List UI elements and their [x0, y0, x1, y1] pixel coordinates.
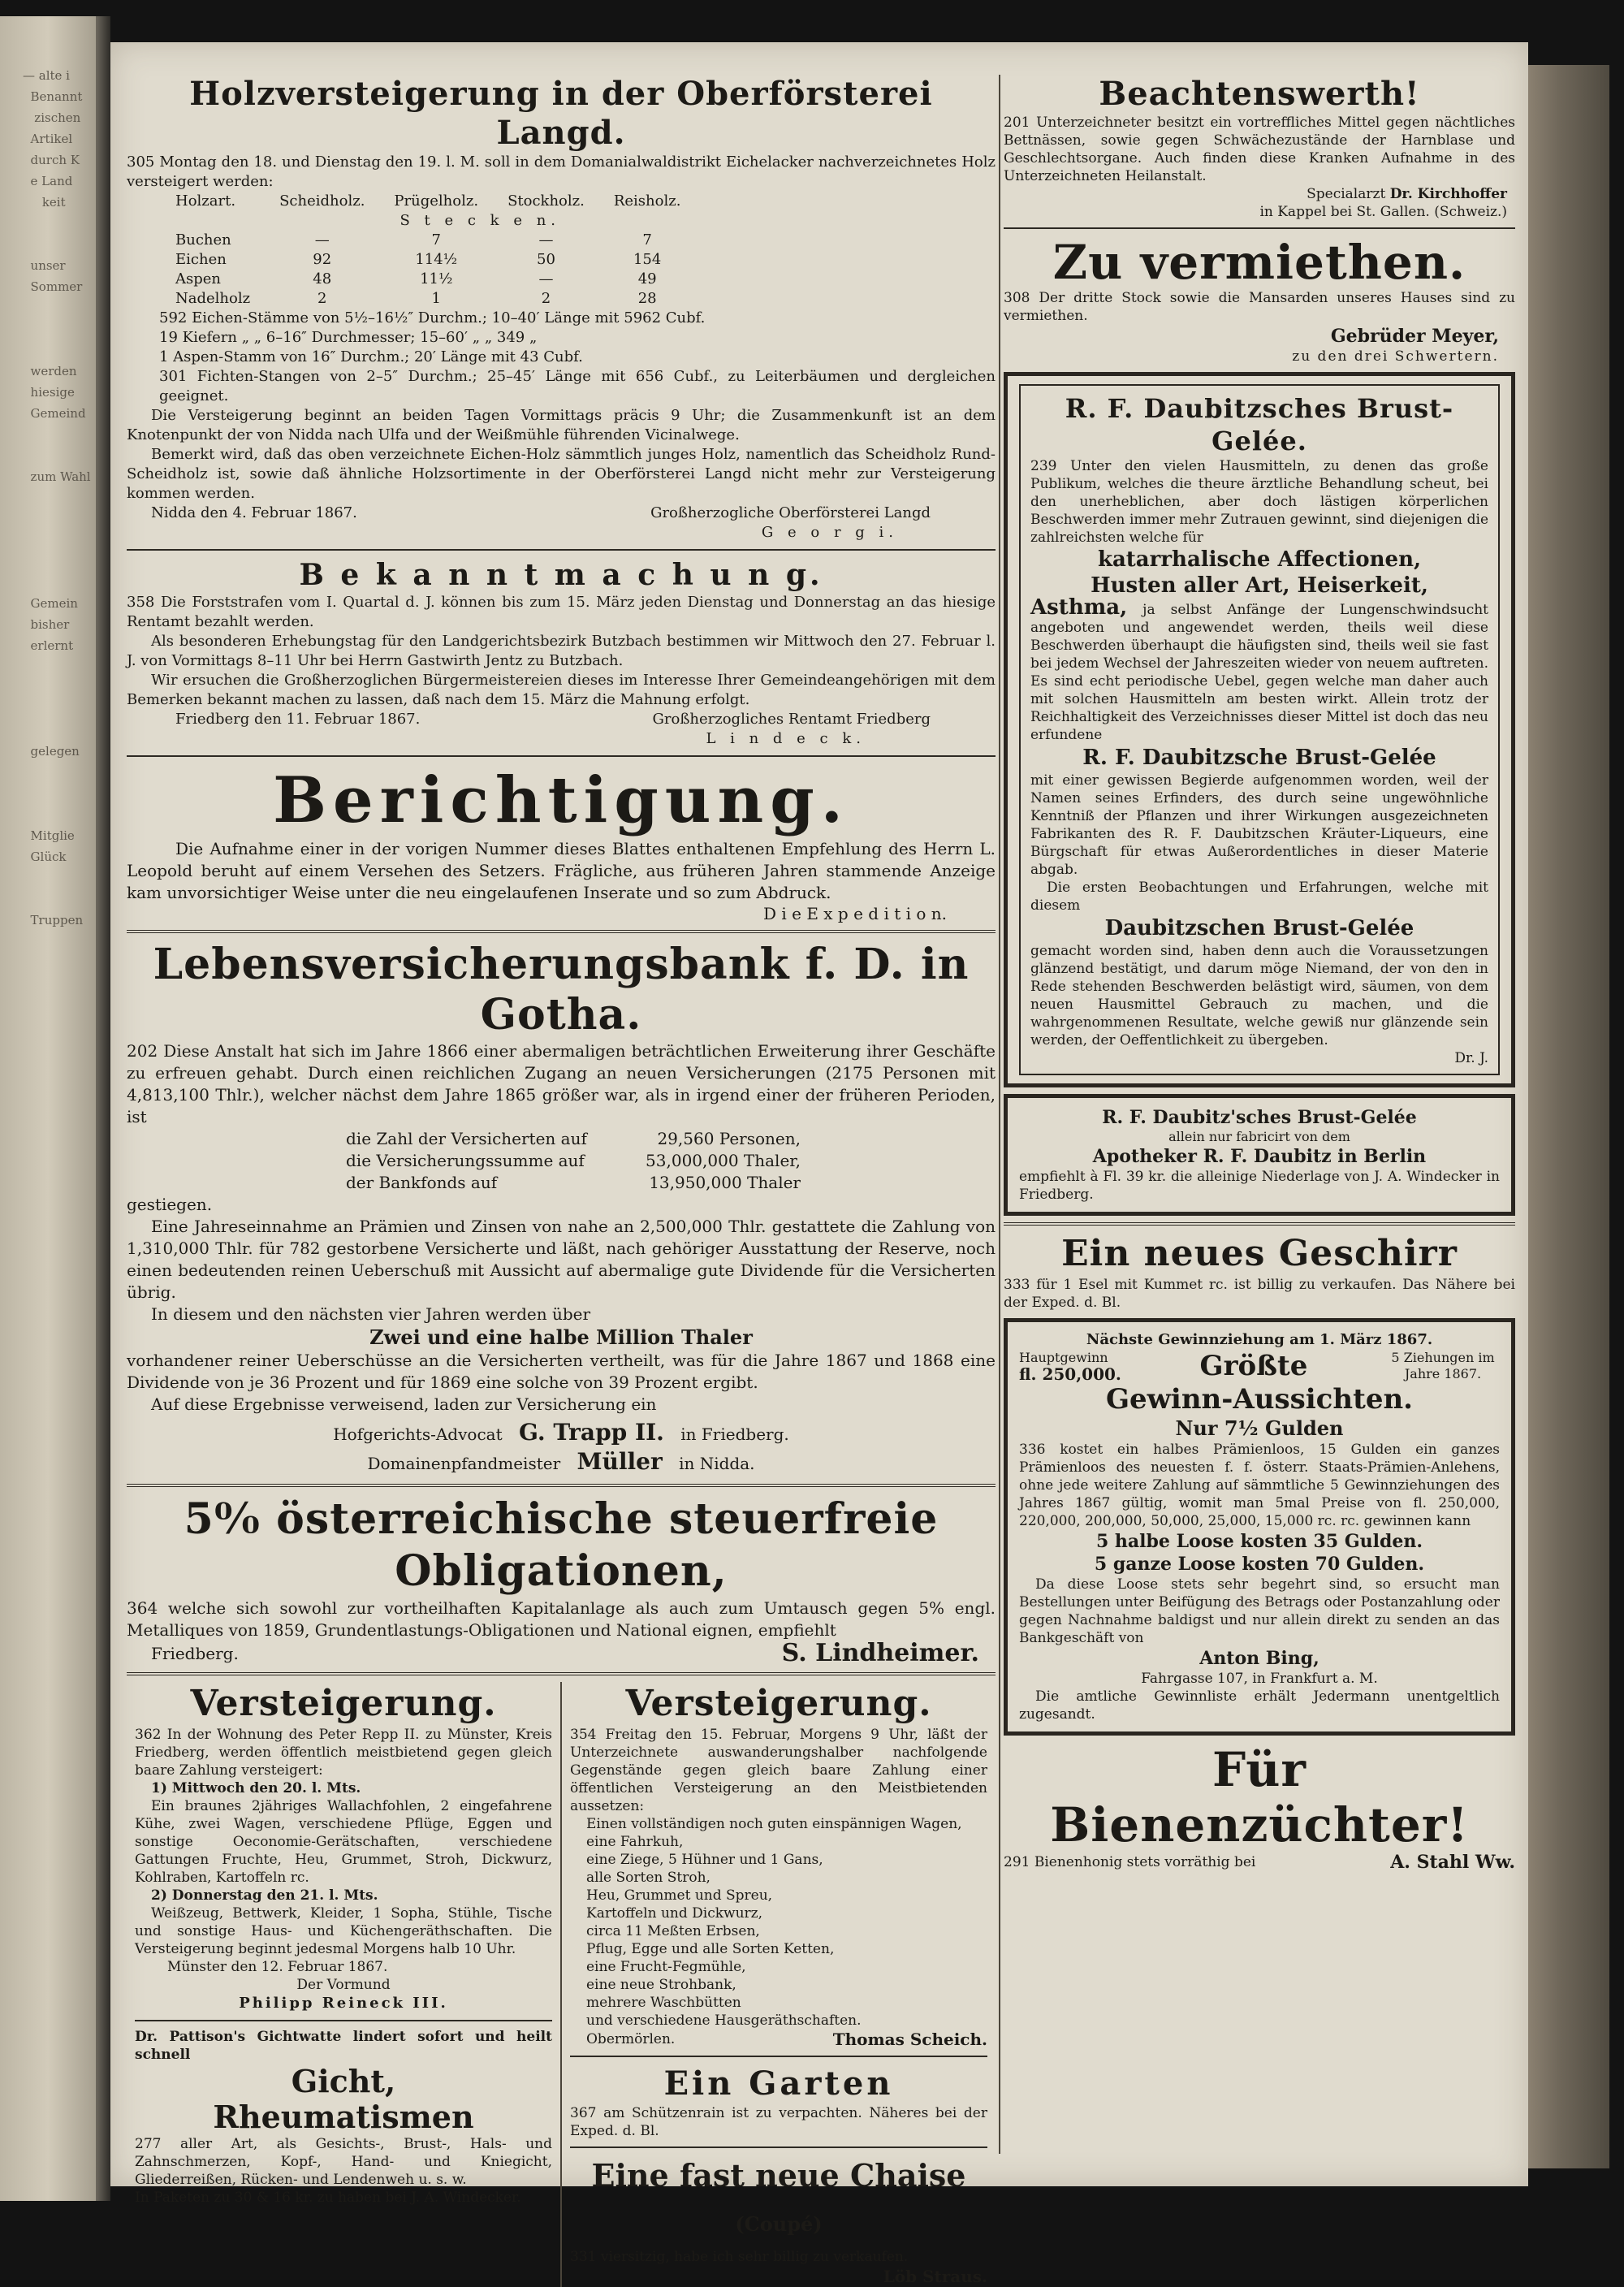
previous-page-text: — alte i Benannt zischen Artikel durch K e Land keit unser Sommer werden hiesige Gemeind zum Wahl Gemein bisher erlernt gelegen Mitglie Glück Truppen — [23, 68, 91, 927]
table-cell: 114½ — [415, 251, 458, 268]
holz-signature: Großherzogliche Oberförsterei Langd — [650, 504, 931, 521]
stat-row — [346, 1128, 801, 1150]
daubitz-text: gemacht worden sind, haben denn auch die Voraussetzungen glänzend bestätigt, und darum möge Niemand, der von den in Rede stehenden Beschwerden belästigt wird, säumen, von dem neuen Hausmittel Gebrauch zu machen, und die wahrgenommenen Resultate, welche gewiß nur glänzende sein werden, der Oeffentlichkeit zu übergeben. — [1030, 943, 1488, 1048]
table-cell: 154 — [633, 251, 662, 268]
table-cell: 48 — [313, 270, 332, 287]
garten-text: 367 am Schützenrain ist zu verpachten. Näheres bei der Exped. d. Bl. — [570, 2105, 987, 2139]
beachtenswerth-text: 201 Unterzeichneter besitzt ein vortreffliches Mittel gegen nächtliches Bettnässen, sowie gegen Schwächezustände der Harnblase und Geschlechtsorgane. Auch finden diese Kranken Aufnahme in des Unterzeichneten Heilanstalt. — [1004, 115, 1515, 184]
chaise-name: Löb Straus. — [883, 2267, 987, 2286]
geschirr-title: Ein neues Geschirr — [1061, 1233, 1458, 1274]
bekanntmachung-title: B e k a n n t m a c h u n g. — [299, 558, 823, 592]
versteigerung-muenster-ad — [135, 1682, 552, 2013]
table-row — [175, 250, 695, 270]
gicht-ad — [135, 2028, 552, 2207]
daubitz-inner — [1019, 384, 1500, 1075]
table-cell: 2 — [541, 290, 551, 307]
versteigerung-row — [127, 1682, 996, 2287]
table-cell: 28 — [637, 290, 657, 307]
berichtigung-title: Berichtigung. — [273, 763, 849, 837]
versteigerung-place: Obermörlen. — [586, 2031, 676, 2047]
daubitz-text: ja selbst Anfänge der Lungenschwindsucht angeboten und angewendet werden, theils weil diese Beschwerden überhaupt die häufigsten sind, theils weil sie fast bei jedem Wechsel der Jahreszeiten wieder von neuem auftreten. Es sind echt periodische Uebel, gegen welche man daher auch mit solchen Hausmitteln am besten wirkt. Allein trotz der Reichhaltigkeit des Verzeichnisses dieser Mittel ist doch das neu erfundene — [1030, 602, 1488, 743]
holz-col-header: Holzart. — [175, 192, 236, 210]
lotterie-groesste: Größte — [1199, 1350, 1308, 1382]
table-cell: Nadelholz — [175, 290, 251, 307]
holz-table — [175, 192, 695, 309]
gicht-head: Dr. Pattison's Gichtwatte lindert sofort und heilt schnell — [135, 2029, 552, 2063]
lotterie-ziehungen: 5 Ziehungen im Jahre 1867. — [1391, 1350, 1495, 1381]
geschirr-ad — [1004, 1232, 1515, 1312]
lebensversicherung-text: 202 Diese Anstalt hat sich im Jahre 1866 einer abermaligen beträchtlichen Erweiterung ihrer Geschäfte zu erfreuen gehabt. Durch einen reichlichen Zugang an neuen Versicherungen (2175 Personen mit 4,813,100 Thlr.), welcher nächst dem Jahre 1865 größer war, als in irgend einer der früheren Perioden, ist — [127, 1041, 996, 1126]
beachtenswerth-ad — [1004, 75, 1515, 221]
daubitz-highlight: Daubitzschen Brust-Gelée — [1104, 916, 1415, 940]
lotterie-hg-value: fl. 250,000. — [1019, 1364, 1121, 1384]
book-binding — [1528, 65, 1609, 2168]
holz-col-header: Reisholz. — [613, 192, 681, 210]
berichtigung-signature: D i e E x p e d i t i o n. — [763, 904, 947, 923]
beachtenswerth-title: Beachtenswerth! — [1099, 75, 1420, 113]
holz-place-date: Nidda den 4. Februar 1867. — [151, 504, 357, 521]
berichtigung-ad — [127, 763, 996, 923]
right-column — [1004, 75, 1515, 1872]
chaise-ad — [570, 2155, 987, 2287]
versteigerung-left — [127, 1682, 560, 2287]
lotterie-box — [1004, 1318, 1515, 1736]
column-divider — [999, 75, 1000, 2154]
bekanntmachung-text: Wir ersuchen die Großherzoglichen Bürgermeistereien dieses im Interesse Ihrer Gemeindeangehörigen mit dem Bemerken bekannt machen zu lassen, daß nach dem 15. März die Mahnung erfolgt. — [127, 672, 996, 708]
bienen-name: A. Stahl Ww. — [1390, 1852, 1515, 1873]
obligationen-title: 5⁰⁄₀ österreichische steuerfreie Obligationen, — [184, 1494, 939, 1596]
list-item: Einen vollständigen noch guten einspännigen Wagen, — [586, 1816, 962, 1832]
holz-ad — [127, 75, 996, 543]
lotterie-text: Die amtliche Gewinnliste erhält Jedermann unentgeltlich zugesandt. — [1019, 1688, 1500, 1723]
daubitz-text: Die ersten Beobachtungen und Erfahrungen, welche mit diesem — [1030, 880, 1488, 914]
garten-title: Ein Garten — [663, 2064, 894, 2103]
lotterie-address: Fahrgasse 107, in Frankfurt a. M. — [1141, 1671, 1378, 1687]
lebensversicherung-text: Auf diese Ergebnisse verweisend, laden zur Versicherung ein — [151, 1394, 657, 1414]
table-row — [175, 231, 695, 250]
stat-label: der Bankfonds auf — [346, 1173, 498, 1192]
bienen-title: Für Bienenzüchter! — [1050, 1742, 1469, 1853]
lotterie-offer: 5 halbe Loose kosten 35 Gulden. — [1095, 1531, 1423, 1552]
lotterie-hg-label: Hauptgewinn — [1019, 1350, 1108, 1365]
agent-place: in Friedberg. — [680, 1425, 789, 1444]
holz-line: 301 Fichten-Stangen von 2–5″ Durchm.; 25–45′ Länge mit 656 Cubf., zu Leiterbäumen und dergleichen geeignet. — [159, 368, 996, 404]
table-cell: 92 — [313, 251, 332, 268]
chaise-sub: (Coupé) — [735, 2212, 823, 2236]
holz-col-header: Prügelholz. — [394, 192, 479, 210]
daubitz-text: 239 Unter den vielen Hausmitteln, zu denen das große Publikum, welches die theure ärztliche Behandlung scheut, bei den unerheblichen, aber doch lästigen körperlichen Beschwerden immer mehr Zutrauen gewinnt, sind diejenigen die zahlreichsten welche für — [1030, 458, 1488, 546]
table-cell: 49 — [637, 270, 657, 287]
list-item: eine neue Strohbank, — [586, 1977, 736, 1993]
table-cell: 1 — [431, 290, 441, 307]
daubitz-signature: Dr. J. — [1454, 1050, 1488, 1066]
agent-name: Müller — [577, 1448, 663, 1475]
geschirr-text: 333 für 1 Esel mit Kummet rc. ist billig zu verkaufen. Das Nähere bei der Exped. d. Bl. — [1004, 1277, 1515, 1311]
versteigerung-date: 1) Mittwoch den 20. l. Mts. — [151, 1780, 361, 1796]
divider — [570, 2146, 987, 2148]
holz-body: Bemerkt wird, daß das oben verzeichnete Eichen-Holz sämmtlich junges Holz, namentlich das Scheidholz Rund-Scheidholz ist, sowie daß ähnliche Holzsortimente in der Oberförsterei Langd nicht mehr zur Versteigerung kommen werden. — [127, 446, 996, 502]
list-item: Kartoffeln und Dickwurz, — [586, 1905, 763, 1922]
obligationen-place: Friedberg. — [151, 1644, 239, 1663]
garten-ad — [570, 2064, 987, 2140]
holz-name: G e o r g i. — [761, 524, 898, 541]
obligationen-name: S. Lindheimer. — [781, 1639, 979, 1667]
vermiethen-ad — [1004, 236, 1515, 365]
holz-unit-row: S t e c k e n. — [400, 212, 561, 229]
daubitz-highlight: R. F. Daubitzsche Brust-Gelée — [1082, 746, 1436, 770]
obligationen-ad — [127, 1494, 996, 1666]
divider — [570, 2056, 987, 2057]
versteigerung-role: Der Vormund — [296, 1977, 391, 1993]
stat-row — [346, 1150, 801, 1172]
holz-col-header: Stockholz. — [508, 192, 585, 210]
agent-line — [127, 1448, 996, 1477]
lebensversicherung-title: Lebensversicherungsbank f. D. in Gotha. — [153, 940, 970, 1040]
versteigerung-name: Philipp Reineck III. — [239, 1995, 448, 2012]
divider — [1004, 227, 1515, 229]
agent-role: Domainenpfandmeister — [367, 1454, 561, 1473]
table-cell: Buchen — [175, 231, 231, 249]
versteigerung-title: Versteigerung. — [190, 1683, 497, 1724]
holz-intro: 305 Montag den 18. und Dienstag den 19. l. M. soll in dem Domanialwaldistrikt Eichelacker nachverzeichnetes Holz versteigert werden: — [127, 153, 996, 190]
table-cell: — — [538, 270, 554, 287]
versteigerung-obermoerlen-ad — [570, 1682, 987, 2049]
versteigerung-items: Weißzeug, Bettwerk, Kleider, 1 Sopha, Stühle, Tische und sonstige Haus- und Küchengeräthschaften. Die Versteigerung beginnt jedesmal Morgens halb 10 Uhr. — [135, 1905, 552, 1957]
beachtenswerth-sig-name: Dr. Kirchhoffer — [1389, 186, 1507, 202]
list-item: eine Fahrkuh, — [586, 1834, 684, 1850]
gicht-text: 277 aller Art, als Gesichts-, Brust-, Hals- und Zahnschmerzen, Kopf-, Hand- und Kniegicht, Gliederreißen, Rücken- und Lendenweh u. s. w. — [135, 2136, 552, 2188]
stat-value: 29,560 Personen, — [657, 1129, 801, 1148]
versteigerung-intro: 354 Freitag den 15. Februar, Morgens 9 Uhr, läßt der Unterzeichnete auswanderungshalber nachfolgende Gegenstände gegen gleich baare Zahlung einer öffentlichen Versteigerung an den Meistbietenden aussetzen: — [570, 1727, 987, 1814]
berichtigung-text: Die Aufnahme einer in der vorigen Nummer dieses Blattes enthaltenen Empfehlung des Herrn L. Leopold beruht auf einem Versehen des Setzers. Frägliche, aus früheren Jahren stammende Anzeige kam unvorsichtiger Weise unter die neu eingelaufenen Inserate und so zum Abdruck. — [127, 839, 996, 902]
list-item: mehrere Waschbütten — [586, 1995, 741, 2011]
holz-col-header: Scheidholz. — [279, 192, 365, 210]
table-row — [175, 270, 695, 289]
lotterie-text: 336 kostet ein halbes Prämienloos, 15 Gulden ein ganzes Prämienloos des neuesten f. f. österr. Staats-Prämien-Anlehens, ohne jede weitere Zahlung auf sämmtliche 5 Gewinnziehungen des Jahres 1867 gültig, womit man 5mal Preise von fl. 250,000, 220,000, 200,000, 50,000, 25,000, 15,000 rc. rc. gewinnen kann — [1019, 1442, 1500, 1529]
holz-title: Holzversteigerung in der Oberförsterei Langd. — [189, 75, 933, 152]
left-column — [127, 75, 996, 2287]
versteigerung-list — [570, 1815, 987, 2030]
lebensversicherung-text: vorhandener reiner Ueberschüsse an die Versicherten vertheilt, was für die Jahre 1867 und 1868 eine Dividende von je 36 Prozent und für 1869 eine solche von 39 Prozent ergibt. — [127, 1351, 996, 1392]
chaise-title: Eine fast neue Chaise — [591, 2157, 966, 2194]
daubitz-vendor-title: R. F. Daubitz'sches Brust-Gelée — [1102, 1107, 1417, 1128]
stat-label: die Versicherungssumme auf — [346, 1151, 585, 1170]
versteigerung-right — [560, 1682, 996, 2287]
divider — [1004, 1222, 1515, 1226]
gicht-word: Rheumatismen — [213, 2099, 474, 2135]
lebensversicherung-highlight: Zwei und eine halbe Million Thaler — [369, 1325, 753, 1349]
table-cell: — — [314, 231, 330, 249]
bekanntmachung-name: L i n d e c k. — [706, 730, 866, 747]
bienen-text: 291 Bienenhonig stets vorräthig bei — [1004, 1854, 1256, 1870]
obligationen-text: 364 welche sich sowohl zur vortheilhaften Kapitalanlage als auch zum Umtausch gegen 5% engl. Metalliques von 1859, Grundentlastungs-Obligationen und National eignen, empfiehlt — [127, 1598, 996, 1640]
daubitz-vendor-box — [1004, 1094, 1515, 1216]
table-cell: 11½ — [420, 270, 453, 287]
table-row — [175, 289, 695, 309]
lotterie-offer: 5 ganze Loose kosten 70 Gulden. — [1094, 1554, 1425, 1575]
versteigerung-place-date: Münster den 12. Februar 1867. — [167, 1959, 388, 1975]
versteigerung-title: Versteigerung. — [625, 1683, 932, 1724]
gicht-word: Gicht, — [291, 2063, 396, 2099]
list-item: Heu, Grummet und Spreu, — [586, 1887, 773, 1904]
vermiethen-sub: zu den drei Schwertern. — [1292, 348, 1499, 365]
bienen-ad — [1004, 1742, 1515, 1872]
stat-row — [346, 1172, 801, 1194]
divider — [135, 2020, 552, 2021]
daubitz-title: R. F. Daubitzsches Brust-Gelée. — [1065, 393, 1454, 456]
lebensversicherung-text: In diesem und den nächsten vier Jahren werden über — [151, 1304, 591, 1324]
list-item: eine Ziege, 5 Hühner und 1 Gans, — [586, 1852, 823, 1868]
lotterie-head: Nächste Gewinnziehung am 1. März 1867. — [1086, 1331, 1433, 1348]
holz-line: 19 Kiefern „ „ 6–16″ Durchmesser; 15–60′ „ „ 349 „ — [159, 329, 538, 346]
divider — [127, 1672, 996, 1675]
list-item: und verschiedene Hausgeräthschaften. — [586, 2012, 862, 2029]
holz-line: 592 Eichen-Stämme von 5½–16½″ Durchm.; 10–40′ Länge mit 5962 Cubf. — [159, 309, 706, 326]
agent-place: in Nidda. — [679, 1454, 755, 1473]
gicht-price: In Paketen zu 30 & 16 kr. zu haben bei J. A. Windecker. — [135, 2190, 521, 2206]
agent-role: Hofgerichts-Advocat — [333, 1425, 503, 1444]
divider — [127, 549, 996, 551]
table-cell: Eichen — [175, 251, 227, 268]
list-item: alle Sorten Stroh, — [586, 1870, 710, 1886]
bekanntmachung-ad — [127, 557, 996, 749]
beachtenswerth-sig-role: Specialarzt — [1307, 186, 1386, 202]
vermiethen-title: Zu vermiethen. — [1052, 235, 1466, 290]
versteigerung-date: 2) Donnerstag den 21. l. Mts. — [151, 1887, 378, 1904]
table-cell: Aspen — [175, 270, 222, 287]
daubitz-highlight: Husten aller Art, Heiserkeit, — [1091, 573, 1428, 598]
table-cell: 7 — [431, 231, 441, 249]
bekanntmachung-signature: Großherzogliches Rentamt Friedberg — [652, 711, 931, 728]
daubitz-vendor-sub: allein nur fabricirt von dem — [1168, 1129, 1350, 1144]
lotterie-price: Nur 7½ Gulden — [1175, 1416, 1344, 1440]
vermiethen-text: 308 Der dritte Stock sowie die Mansarden unseres Hauses sind zu vermiethen. — [1004, 290, 1515, 324]
beachtenswerth-sig-place: in Kappel bei St. Gallen. (Schweiz.) — [1259, 204, 1507, 220]
chaise-text: 331 viersitzig, habe ich sehr billig zu verkaufen. — [570, 2249, 909, 2265]
bekanntmachung-place-date: Friedberg den 11. Februar 1867. — [175, 711, 421, 728]
table-cell: 7 — [642, 231, 652, 249]
daubitz-highlight: katarrhalische Affectionen, — [1097, 547, 1422, 572]
list-item: circa 11 Meßten Erbsen, — [586, 1923, 760, 1939]
bekanntmachung-text: 358 Die Forststrafen vom I. Quartal d. J. können bis zum 15. März jeden Dienstag und Donnerstag an das hiesige Rentamt bezahlt werden. — [127, 594, 996, 630]
newspaper-page — [110, 42, 1528, 2286]
lotterie-name: Anton Bing, — [1199, 1648, 1320, 1669]
lotterie-title: Gewinn-Aussichten. — [1105, 1383, 1414, 1416]
holz-body: Die Versteigerung beginnt an beiden Tagen Vormittags präcis 9 Uhr; die Zusammenkunft ist an dem Knotenpunkt der von Nidda nach Ulfa und der Weißmühle führenden Vicinalwege. — [127, 407, 996, 443]
divider — [127, 930, 996, 933]
versteigerung-name: Thomas Scheich. — [832, 2030, 987, 2049]
daubitz-box — [1004, 372, 1515, 1087]
versteigerung-intro: 362 In der Wohnung des Peter Repp II. zu Münster, Kreis Friedberg, werden öffentlich meistbietend gegen gleich baare Zahlung versteigert: — [135, 1727, 552, 1779]
stat-label: die Zahl der Versicherten auf — [346, 1129, 587, 1148]
stat-value: 13,950,000 Thaler — [649, 1173, 801, 1192]
lebensversicherung-ad — [127, 940, 996, 1477]
table-cell: 2 — [317, 290, 327, 307]
lebensversicherung-text: Eine Jahreseinnahme an Prämien und Zinsen von nahe an 2,500,000 Thlr. gestattete die Zahlung von 1,310,000 Thlr. für 782 gestorbene Versicherte und läßt, nach gehöriger Ausstattung der Reserve, noch einen bedeutenden reinen Ueberschuß mit Aussicht auf abermalige gute Dividende für die Versicherten übrig. — [127, 1217, 996, 1302]
versteigerung-items: Ein braunes 2jähriges Wallachfohlen, 2 eingefahrene Kühe, zwei Wagen, verschiedene Pflüge, Eggen und sonstige Oeconomie-Gerätschaften, verschiedene Gattungen Fruchte, Heu, Grummet, Stroh, Dickwurz, Kohlraben, Kartoffeln rc. — [135, 1798, 552, 1886]
daubitz-vendor-text: empfiehlt à Fl. 39 kr. die alleinige Niederlage von J. A. Windecker in Friedberg. — [1019, 1169, 1500, 1203]
daubitz-highlight: Asthma, — [1030, 595, 1128, 620]
list-item: Pflug, Egge und alle Sorten Ketten, — [586, 1941, 835, 1957]
table-cell: — — [538, 231, 554, 249]
divider — [127, 1484, 996, 1487]
vermiethen-name: Gebrüder Meyer, — [1330, 326, 1499, 347]
holz-table-header — [175, 192, 695, 211]
agent-name: G. Trapp II. — [518, 1419, 664, 1446]
lotterie-text: Da diese Loose stets sehr begehrt sind, so ersucht man Bestellungen unter Beifügung des Betrags oder Postanzahlung oder gegen Nachnahme baldigst und nur allein direkt zu senden an das Bankgeschäft von — [1019, 1576, 1500, 1646]
stat-value: 53,000,000 Thaler, — [646, 1151, 801, 1170]
book-gutter — [96, 16, 110, 2201]
daubitz-text: mit einer gewissen Begierde aufgenommen worden, weil der Namen seines Erfinders, des durch seine ungewöhnliche Kenntniß der Pflanzen und ihrer Wirkungen ausgezeichneten Fabrikanten des R. F. Daubitzschen Kräuter-Liqueurs, eine Bürgschaft für etwas Außerordentliches in dieser Materie abgab. — [1030, 772, 1488, 878]
lebensversicherung-text: gestiegen. — [127, 1195, 213, 1214]
holz-line: 1 Aspen-Stamm von 16″ Durchm.; 20′ Länge mit 43 Cubf. — [159, 348, 583, 365]
bekanntmachung-text: Als besonderen Erhebungstag für den Landgerichtsbezirk Butzbach bestimmen wir Mittwoch den 27. Februar l. J. von Vormittags 8–11 Uhr bei Herrn Gastwirth Jentz zu Butzbach. — [127, 633, 996, 669]
list-item: eine Frucht-Fegmühle, — [586, 1959, 746, 1975]
divider — [127, 755, 996, 757]
agent-line — [127, 1419, 996, 1448]
lebensversicherung-stats — [127, 1128, 996, 1194]
table-cell: 50 — [537, 251, 555, 268]
previous-page-edge — [0, 16, 96, 2201]
daubitz-vendor-maker: Apotheker R. F. Daubitz in Berlin — [1092, 1146, 1427, 1167]
